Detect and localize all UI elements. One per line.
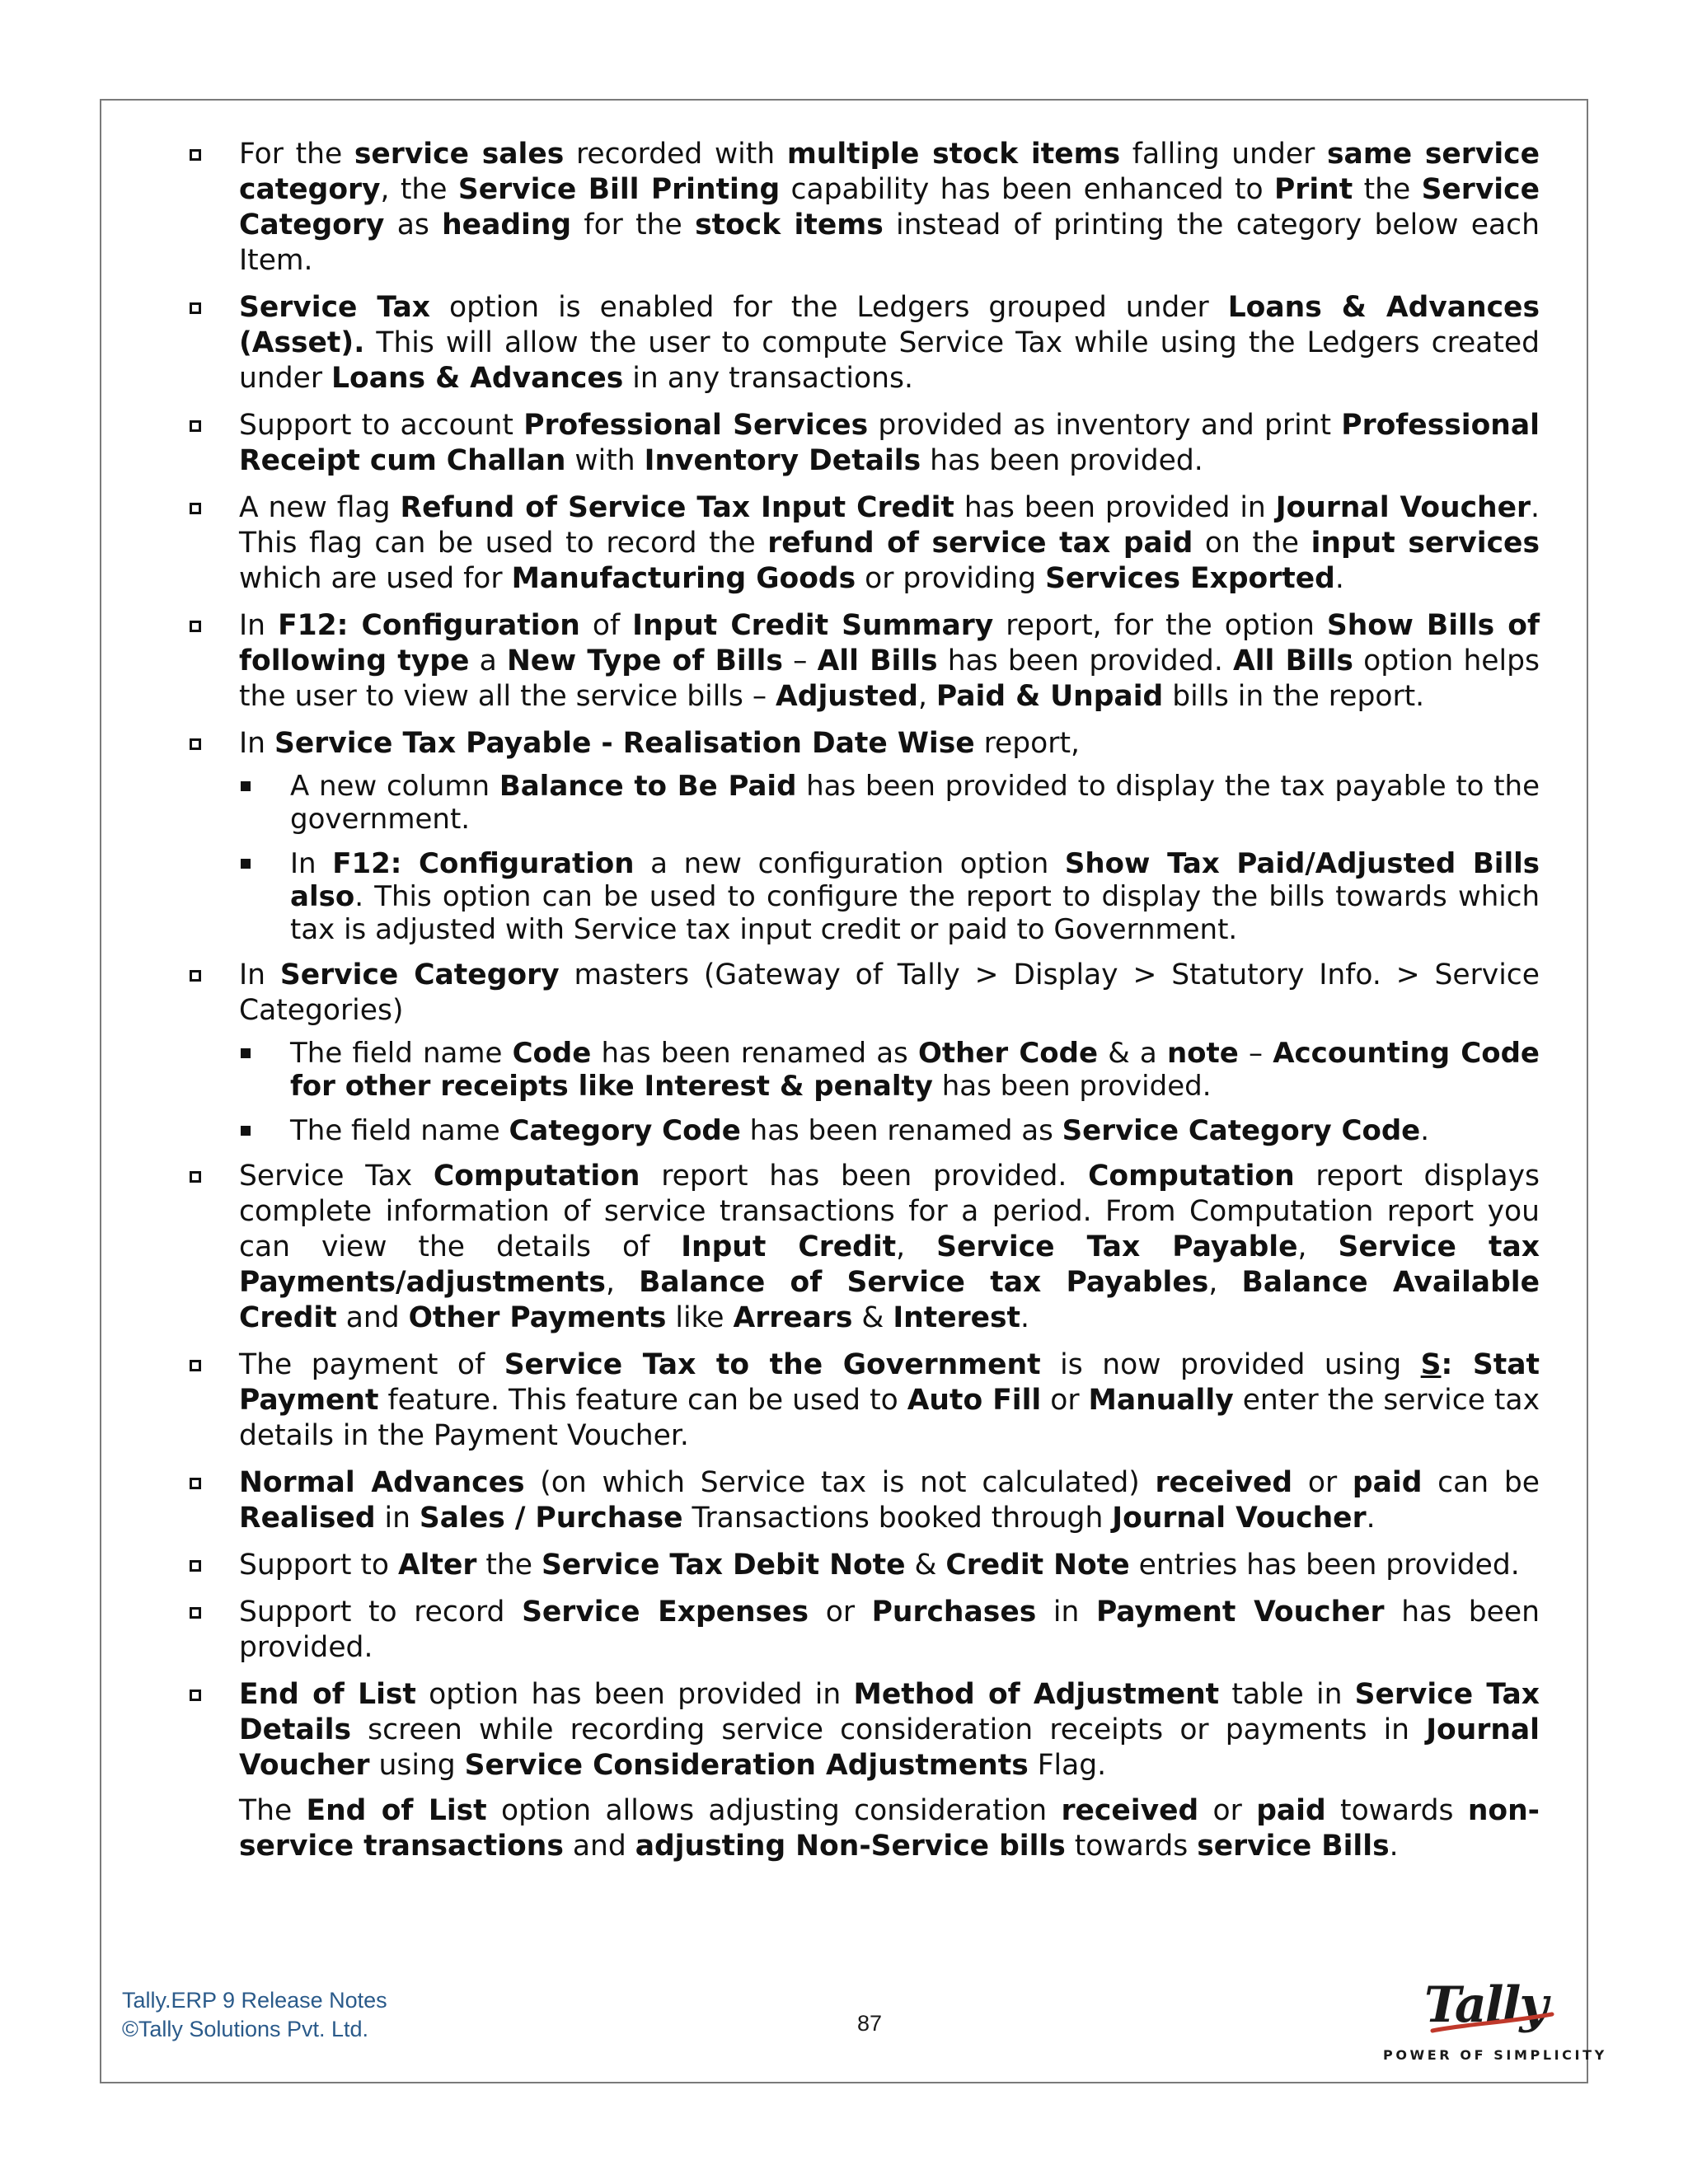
text-run: The field name [290,1114,509,1147]
text-run: has been renamed as [740,1114,1062,1147]
text-run: . [1020,1301,1030,1334]
bold-text: F12: Configuration [278,609,580,642]
text-run: report, [974,727,1080,760]
bold-text: Realised [239,1502,376,1535]
bold-text: Service Expenses [522,1596,809,1629]
release-note-item [185,408,1540,479]
text-run: (on which Service tax is not calculated) [524,1466,1156,1499]
text-run: A new flag [239,491,401,524]
release-note-item [185,608,1540,715]
bold-text: service Bills [1197,1830,1390,1863]
bold-text: Input Credit Summary [632,609,994,642]
bold-text: input services [1311,527,1540,560]
text-run: towards [1325,1794,1468,1827]
bold-text: Arrears [733,1301,853,1334]
release-note-item [185,137,1540,279]
text-run: towards [1065,1830,1198,1863]
text-run: Support to record [239,1596,523,1629]
release-note-item [185,1159,1540,1336]
text-run: for the [571,209,696,241]
bold-text: Loans & Advances (Asset). [239,291,1540,359]
bold-text: received [1061,1794,1199,1827]
footer-doc-title: Tally.ERP 9 Release Notes [122,1988,387,2013]
release-note-item [185,490,1540,597]
bold-text: Auto Fill [907,1384,1042,1417]
text-run: The payment of [239,1348,504,1381]
tally-logo [1375,1976,1607,2067]
text-run: The field name [290,1037,513,1070]
text-run: . This option can be used to configure the report to display the bills towards which tax is adjusted with Service tax input credit or paid to Government. [290,880,1540,946]
text-run: Service Tax [239,1160,434,1193]
bold-text: Code [512,1037,592,1070]
sub-paragraph [290,770,1540,836]
text-run: has been renamed as [591,1037,918,1070]
square-bullet-icon [190,1171,201,1183]
text-run: using [369,1749,465,1782]
bold-text: Alter [397,1549,477,1582]
bold-text: Other Payments [408,1301,667,1334]
bold-text: Journal Voucher [1112,1502,1367,1535]
text-run: bills in the report. [1163,680,1425,713]
text-run: or providing [856,562,1046,595]
bold-text: Service Category Code [1062,1114,1421,1147]
text-run: has been provided. [932,1070,1212,1103]
note-paragraph [239,490,1540,597]
text-run: has been provided. [937,644,1233,677]
bold-text: End of List [306,1794,487,1827]
text-run: In [239,609,279,642]
note-paragraph [239,1548,1540,1583]
bold-text: Purchases [871,1596,1037,1629]
page-number: 87 [857,2011,883,2036]
release-notes-list [185,137,1540,1876]
note-paragraph [239,958,1540,1029]
bold-text: Print [1274,173,1353,206]
bold-text: Paid & Unpaid [935,680,1164,713]
bold-text: Refund of Service Tax Input Credit [400,491,954,524]
text-run: or [1041,1384,1089,1417]
bold-text: Manually [1088,1384,1234,1417]
square-bullet-icon [190,503,201,514]
text-run: Support to [239,1549,398,1582]
text-run: , [605,1266,640,1299]
square-bullet-icon [190,1690,201,1701]
bold-text: Balance Available Credit [239,1266,1540,1334]
bold-text: Other Code [917,1037,1099,1070]
text-run: report displays complete information of service transactions for a period. From Computation report you can view the details of [239,1160,1540,1263]
text-run: with [565,444,645,477]
text-run: masters (Gateway of Tally > Display > Statutory Info. > Service Categories) [239,958,1540,1027]
text-run: is now provided using [1040,1348,1421,1381]
bold-text: New Type of Bills [506,644,783,677]
square-bullet-icon [190,1360,201,1371]
bold-text: Service Consideration Adjustments [464,1749,1029,1782]
text-run: report has been provided. [640,1160,1089,1193]
text-run: . [1334,562,1344,595]
note-paragraph [239,290,1540,396]
square-bullet-icon [190,738,201,750]
note-paragraph [239,1347,1540,1454]
bold-text: Professional Receipt cum Challan [239,409,1540,477]
bold-text: service sales [354,138,565,171]
bold-text: adjusting Non-Service bills [635,1830,1066,1863]
text-run: the [476,1549,542,1582]
bold-text: Balance of Service tax Payables [639,1266,1209,1299]
release-note-item [185,958,1540,1147]
note-paragraph [239,1159,1540,1336]
text-run: option helps the user to view all the service bills – [239,644,1540,713]
text-run: has been provided. [921,444,1203,477]
bold-text: heading [442,209,572,241]
bold-text: Service Tax [239,291,431,324]
bold-text: Computation [1088,1160,1295,1193]
bold-text: note [1166,1037,1239,1070]
bold-text: Show Bills of following type [239,609,1540,677]
bold-text: received [1155,1466,1293,1499]
text-run: like [666,1301,734,1334]
footer-copyright: ©Tally Solutions Pvt. Ltd. [122,2017,369,2041]
note-paragraph [239,608,1540,715]
bold-text: Input Credit [681,1230,897,1263]
text-run: option is enabled for the Ledgers grouped under [430,291,1228,324]
bold-text: refund of service tax paid [767,527,1193,560]
text-run: , [917,680,936,713]
square-bullet-icon [190,1560,201,1572]
text-run: screen while recording service consideration receipts or payments in [351,1713,1427,1746]
note-paragraph [239,1465,1540,1536]
bold-text: Service Tax Details [239,1678,1540,1746]
text-run: has been provided to display the tax payable to the government. [290,770,1540,836]
text-run: capability has been enhanced to [780,173,1275,206]
square-bullet-icon [190,970,201,982]
sub-list-item [185,1114,1540,1147]
bold-text: stock items [695,209,884,241]
text-run: This will allow the user to compute Service Tax while using the Ledgers created under [239,326,1540,395]
text-run: in [1036,1596,1096,1629]
text-run: In [239,727,275,760]
text-run: has been provided. [239,1596,1540,1664]
text-run: a new configuration option [634,847,1065,880]
square-bullet-icon [190,621,201,632]
text-run: instead of printing the category below each Item. [239,209,1540,277]
bold-text: Service Category [239,173,1540,241]
bold-text: Service Tax Payable [936,1230,1298,1263]
text-run: report, for the option [993,609,1327,642]
release-note-item [185,1347,1540,1454]
text-run: . [1366,1502,1376,1535]
bold-text: Payment Voucher [1095,1596,1385,1629]
square-bullet-icon [190,1478,201,1489]
square-bullet-icon [190,302,201,314]
bold-text: Inventory Details [644,444,921,477]
text-run: recorded with [564,138,787,171]
bold-text: All Bills [1233,644,1353,677]
text-run: , [896,1230,937,1263]
text-run: Flag. [1028,1749,1107,1782]
text-run: In [290,847,333,880]
text-run: A new column [290,770,499,803]
bold-text: Services Exported [1045,562,1335,595]
text-run: option allows adjusting consideration [486,1794,1062,1827]
text-run: the [1353,173,1422,206]
sub-list-item [185,1037,1540,1103]
bold-text: Sales / Purchase [419,1502,683,1535]
note-paragraph [239,1677,1540,1783]
bold-text: Category Code [509,1114,741,1147]
sub-list [185,770,1540,946]
note-paragraph [239,1595,1540,1666]
bold-text: Service Tax to the Government [504,1348,1041,1381]
text-run: which are used for [239,562,512,595]
filled-square-bullet-icon [241,1126,251,1136]
release-note-item [185,1548,1540,1583]
text-run: or [809,1596,872,1629]
bold-text [1421,1348,1442,1381]
text-run: The [239,1794,307,1827]
text-run: or [1198,1794,1257,1827]
tally-logo-wordmark: Tally [1424,1976,1547,2034]
text-run: entries has been provided. [1129,1549,1520,1582]
sub-paragraph [290,847,1540,946]
text-run: In [239,958,280,991]
text-run: Transactions booked through [682,1502,1113,1535]
text-run: . This flag can be used to record the [239,491,1540,560]
text-run: & a [1098,1037,1167,1070]
square-bullet-icon [190,149,201,161]
text-run: falling under [1120,138,1327,171]
bold-text: F12: Configuration [332,847,635,880]
text-run: , [1297,1230,1339,1263]
sub-list-item [185,770,1540,836]
text-run: . [1420,1114,1430,1147]
release-note-item [185,1465,1540,1536]
text-run: For the [239,138,354,171]
text-run: table in [1219,1678,1355,1711]
bold-text: : Stat Payment [239,1348,1540,1417]
text-run: feature. This feature can be used to [378,1384,907,1417]
note-paragraph-continued [239,1793,1540,1864]
note-paragraph [239,137,1540,279]
text-run: in [375,1502,420,1535]
note-paragraph [239,726,1540,762]
underlined-text: S [1420,1348,1442,1381]
bold-text: All Bills [817,644,938,677]
bold-text: Service Category [279,958,560,991]
bold-text: Service tax Payments/adjustments [239,1230,1540,1299]
text-run: , [1208,1266,1242,1299]
bold-text: Service Tax Debit Note [541,1549,906,1582]
text-run: . [1389,1830,1399,1863]
text-run: option has been provided in [415,1678,854,1711]
bold-text: Adjusted [776,680,918,713]
text-run: & [852,1301,893,1334]
bold-text: Accounting Code for other receipts like Interest & penalty [290,1037,1540,1103]
note-paragraph [239,408,1540,479]
text-run: or [1292,1466,1353,1499]
bold-text: multiple stock items [786,138,1121,171]
bold-text: Method of Adjustment [853,1678,1220,1711]
text-run: & [905,1549,946,1582]
text-run: can be [1422,1466,1540,1499]
text-run: and [563,1830,635,1863]
bold-text: same service category [239,138,1540,206]
text-run: , the [380,173,458,206]
text-run: enter the service tax details in the Payment Voucher. [239,1384,1540,1452]
release-note-item [185,726,1540,946]
sub-list [185,1037,1540,1147]
bold-text: Interest [893,1301,1021,1334]
bold-text: Journal Voucher [239,1713,1540,1782]
text-run: has been provided in [954,491,1276,524]
tally-logo-swoosh-icon [1375,1976,1573,2050]
filled-square-bullet-icon [241,859,251,869]
text-run: – [1238,1037,1273,1070]
text-run: as [384,209,443,241]
text-run: a [469,644,507,677]
bold-text: Show Tax Paid/Adjusted Bills also [290,847,1540,913]
bold-text: End of List [239,1678,416,1711]
release-note-item [185,1595,1540,1666]
bold-text: non-service transactions [239,1794,1540,1863]
bold-text: Manufacturing Goods [511,562,856,595]
text-run: on the [1193,527,1311,560]
sub-list-item [185,847,1540,946]
filled-square-bullet-icon [241,781,251,791]
footer-left [122,1986,387,2044]
bold-text: Service Tax Payable - Realisation Date Wise [274,727,975,760]
release-note-item [185,290,1540,396]
bold-text: Balance to Be Paid [499,770,797,803]
bold-text: paid [1352,1466,1423,1499]
text-run: provided as inventory and print [868,409,1342,442]
bold-text: Journal Voucher [1275,491,1531,524]
bold-text: Credit Note [945,1549,1130,1582]
filled-square-bullet-icon [241,1048,251,1058]
text-run: of [579,609,633,642]
text-run: and [336,1301,409,1334]
square-bullet-icon [190,420,201,432]
square-bullet-icon [190,1607,201,1619]
text-run: Support to account [239,409,524,442]
text-run: – [782,644,818,677]
release-note-item [185,1677,1540,1864]
text-run: in any transactions. [623,362,913,395]
bold-text: paid [1256,1794,1326,1827]
bold-text: Professional Services [523,409,869,442]
bold-text: Service Bill Printing [457,173,781,206]
sub-paragraph [290,1037,1540,1103]
bold-text: Computation [433,1160,640,1193]
bold-text: Normal Advances [239,1466,525,1499]
sub-paragraph [290,1114,1540,1147]
tally-tagline: POWER OF SIMPLICITY [1383,2047,1607,2063]
bold-text: Loans & Advances [331,362,624,395]
